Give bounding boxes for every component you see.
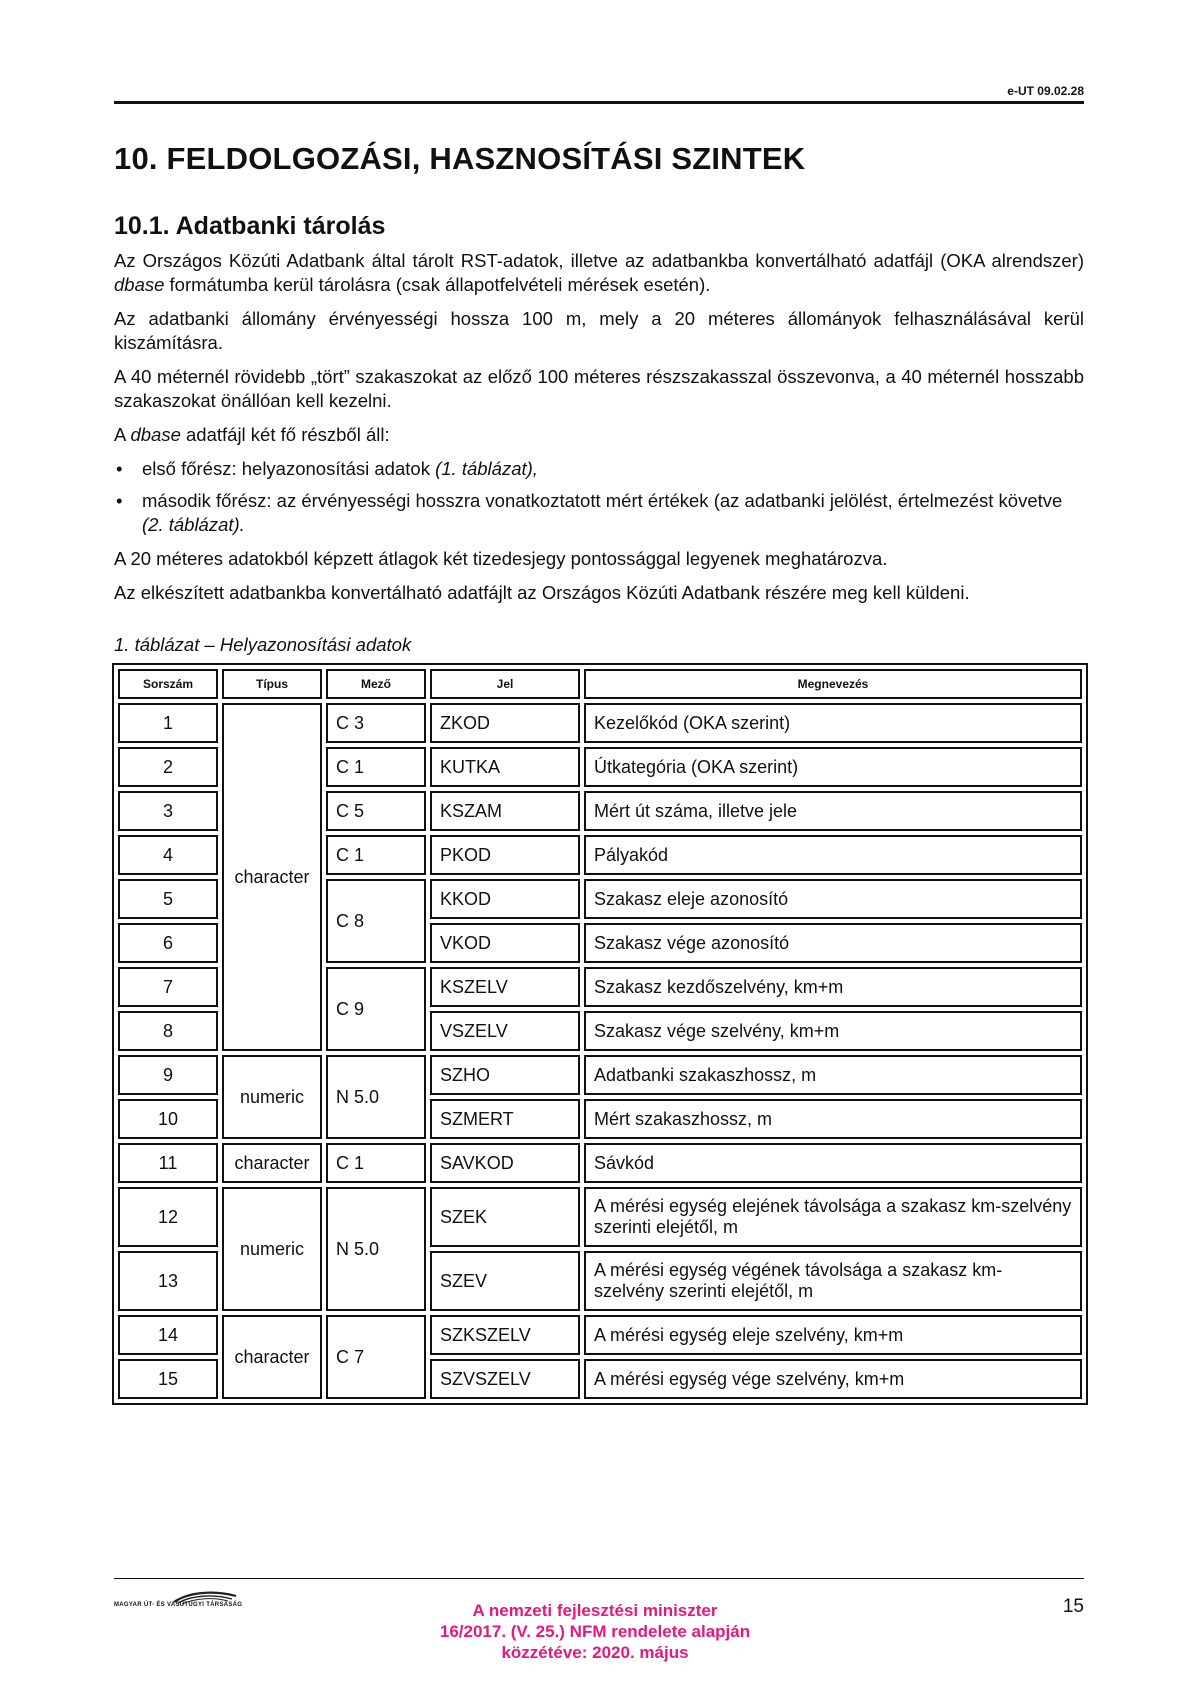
code-cell: SZKSZELV [430, 1315, 580, 1355]
row-number: 14 [118, 1315, 218, 1355]
paragraph-file-parts [114, 423, 1084, 447]
row-number: 5 [118, 879, 218, 919]
row-number: 12 [118, 1187, 218, 1247]
text: A [114, 424, 131, 446]
row-number: 11 [118, 1143, 218, 1183]
row-number: 8 [118, 1011, 218, 1051]
code-cell: SZEK [430, 1187, 580, 1247]
paragraph-submission: Az elkészített adatbankba konvertálható adatfájlt az Országos Közúti Adatbank részére meg kell küldeni. [114, 582, 970, 604]
type-cell: numeric [222, 1055, 322, 1139]
field-cell: N 5.0 [326, 1055, 426, 1139]
field-cell: C 7 [326, 1315, 426, 1399]
description-cell: A mérési egység elejének távolsága a szakasz km-szelvény szerinti elejétől, m [584, 1187, 1082, 1247]
row-number: 7 [118, 967, 218, 1007]
code-cell: VKOD [430, 923, 580, 963]
code-cell: KSZAM [430, 791, 580, 831]
table-row [118, 1055, 1082, 1095]
description-cell: Mért szakaszhossz, m [584, 1099, 1082, 1139]
publication-note-line: 16/2017. (V. 25.) NFM rendelete alapján [439, 1622, 751, 1641]
text: első főrész: helyazonosítási adatok [142, 458, 436, 480]
table-row [118, 1315, 1082, 1355]
type-cell: character [222, 703, 322, 1051]
file-parts-list [114, 457, 1084, 537]
text-italic: (2. táblázat). [142, 514, 245, 536]
code-cell: ZKOD [430, 703, 580, 743]
row-number: 6 [118, 923, 218, 963]
description-cell: A mérési egység eleje szelvény, km+m [584, 1315, 1082, 1355]
text: Az Országos Közúti Adatbank által tárolt RST-adatok, illetve az adatbankba konvertálható adatfájl (OKA alrendszer) [114, 250, 1084, 272]
description-cell: Szakasz vége szelvény, km+m [584, 1011, 1082, 1051]
bullet: • [116, 458, 123, 480]
table-row [118, 1187, 1082, 1247]
code-cell: SAVKOD [430, 1143, 580, 1183]
field-cell: C 1 [326, 747, 426, 787]
bullet: • [116, 490, 123, 512]
column-header-megnevezes: Megnevezés [584, 669, 1082, 699]
document-code: e-UT 09.02.28 [1007, 84, 1084, 98]
row-number: 1 [118, 703, 218, 743]
table-row [118, 1143, 1082, 1183]
description-cell: Szakasz kezdőszelvény, km+m [584, 967, 1082, 1007]
footer-rule [114, 1578, 1084, 1579]
list-item [114, 457, 1084, 481]
description-cell: Útkategória (OKA szerint) [584, 747, 1082, 787]
type-cell: character [222, 1143, 322, 1183]
row-number: 3 [118, 791, 218, 831]
description-cell: A mérési egység végének távolsága a szakasz km-szelvény szerinti elejétől, m [584, 1251, 1082, 1311]
code-cell: KKOD [430, 879, 580, 919]
field-cell: N 5.0 [326, 1187, 426, 1311]
column-header-tipus: Típus [222, 669, 322, 699]
field-cell: C 1 [326, 1143, 426, 1183]
description-cell: Szakasz vége azonosító [584, 923, 1082, 963]
text: formátumba kerül tárolásra (csak állapotfelvételi mérések esetén). [164, 274, 711, 296]
text-italic: dbase [130, 424, 181, 446]
text-italic: (1. táblázat), [435, 458, 538, 480]
table-caption: 1. táblázat – Helyazonosítási adatok [114, 634, 412, 656]
description-cell: Szakasz eleje azonosító [584, 879, 1082, 919]
description-cell: Sávkód [584, 1143, 1082, 1183]
description-cell: Pályakód [584, 835, 1082, 875]
table-header-row [118, 669, 1082, 699]
field-cell: C 3 [326, 703, 426, 743]
text: adatfájl két fő részből áll: [180, 424, 390, 446]
column-header-mezo: Mező [326, 669, 426, 699]
list-item [114, 489, 1084, 537]
column-header-jel: Jel [430, 669, 580, 699]
description-cell: Mért út száma, illetve jele [584, 791, 1082, 831]
header-rule [114, 101, 1084, 104]
subsection-title: 10.1. Adatbanki tárolás [114, 212, 386, 241]
paragraph-storage [114, 249, 1084, 297]
description-cell: Adatbanki szakaszhossz, m [584, 1055, 1082, 1095]
page-content [114, 140, 1084, 1405]
type-cell: character [222, 1315, 322, 1399]
section-title: 10. FELDOLGOZÁSI, HASZNOSÍTÁSI SZINTEK [114, 141, 806, 176]
text: második főrész: az érvényességi hosszra vonatkoztatott mért értékek (az adatbanki jelölést, értelmezést követve [142, 490, 1063, 512]
description-cell: Kezelőkód (OKA szerint) [584, 703, 1082, 743]
row-number: 15 [118, 1359, 218, 1399]
publisher-logo-text: MAGYAR ÚT- ÉS VASÚTÜGYI TÁRSASÁG [114, 1602, 243, 1608]
code-cell: KUTKA [430, 747, 580, 787]
code-cell: KSZELV [430, 967, 580, 1007]
publication-note [345, 1600, 845, 1663]
page-number: 15 [1062, 1596, 1084, 1617]
row-number: 9 [118, 1055, 218, 1095]
field-cell: C 5 [326, 791, 426, 831]
field-cell: C 8 [326, 879, 426, 963]
paragraph-precision: A 20 méteres adatokból képzett átlagok két tizedesjegy pontossággal legyenek meghatározva. [114, 548, 888, 570]
field-cell: C 1 [326, 835, 426, 875]
field-cell: C 9 [326, 967, 426, 1051]
row-number: 13 [118, 1251, 218, 1311]
code-cell: SZMERT [430, 1099, 580, 1139]
paragraph-broken-sections: A 40 méternél rövidebb „tört” szakaszokat az előző 100 méteres részszakasszal összevonva, a 40 méternél hosszabb szakaszokat önállóan kell kezelni. [114, 366, 1084, 412]
publication-note-line: közzétéve: 2020. május [501, 1643, 689, 1662]
text-italic: dbase [114, 274, 165, 296]
code-cell: SZHO [430, 1055, 580, 1095]
location-data-table [112, 663, 1088, 1405]
row-number: 2 [118, 747, 218, 787]
code-cell: PKOD [430, 835, 580, 875]
code-cell: SZEV [430, 1251, 580, 1311]
code-cell: VSZELV [430, 1011, 580, 1051]
code-cell: SZVSZELV [430, 1359, 580, 1399]
column-header-sorszam: Sorszám [118, 669, 218, 699]
paragraph-validity-length: Az adatbanki állomány érvényességi hossza 100 m, mely a 20 méteres állományok felhasználásával kerül kiszámításra. [114, 308, 1084, 354]
type-cell: numeric [222, 1187, 322, 1311]
table-row [118, 703, 1082, 743]
publication-note-line: A nemzeti fejlesztési miniszter [472, 1601, 718, 1620]
row-number: 4 [118, 835, 218, 875]
description-cell: A mérési egység vége szelvény, km+m [584, 1359, 1082, 1399]
row-number: 10 [118, 1099, 218, 1139]
